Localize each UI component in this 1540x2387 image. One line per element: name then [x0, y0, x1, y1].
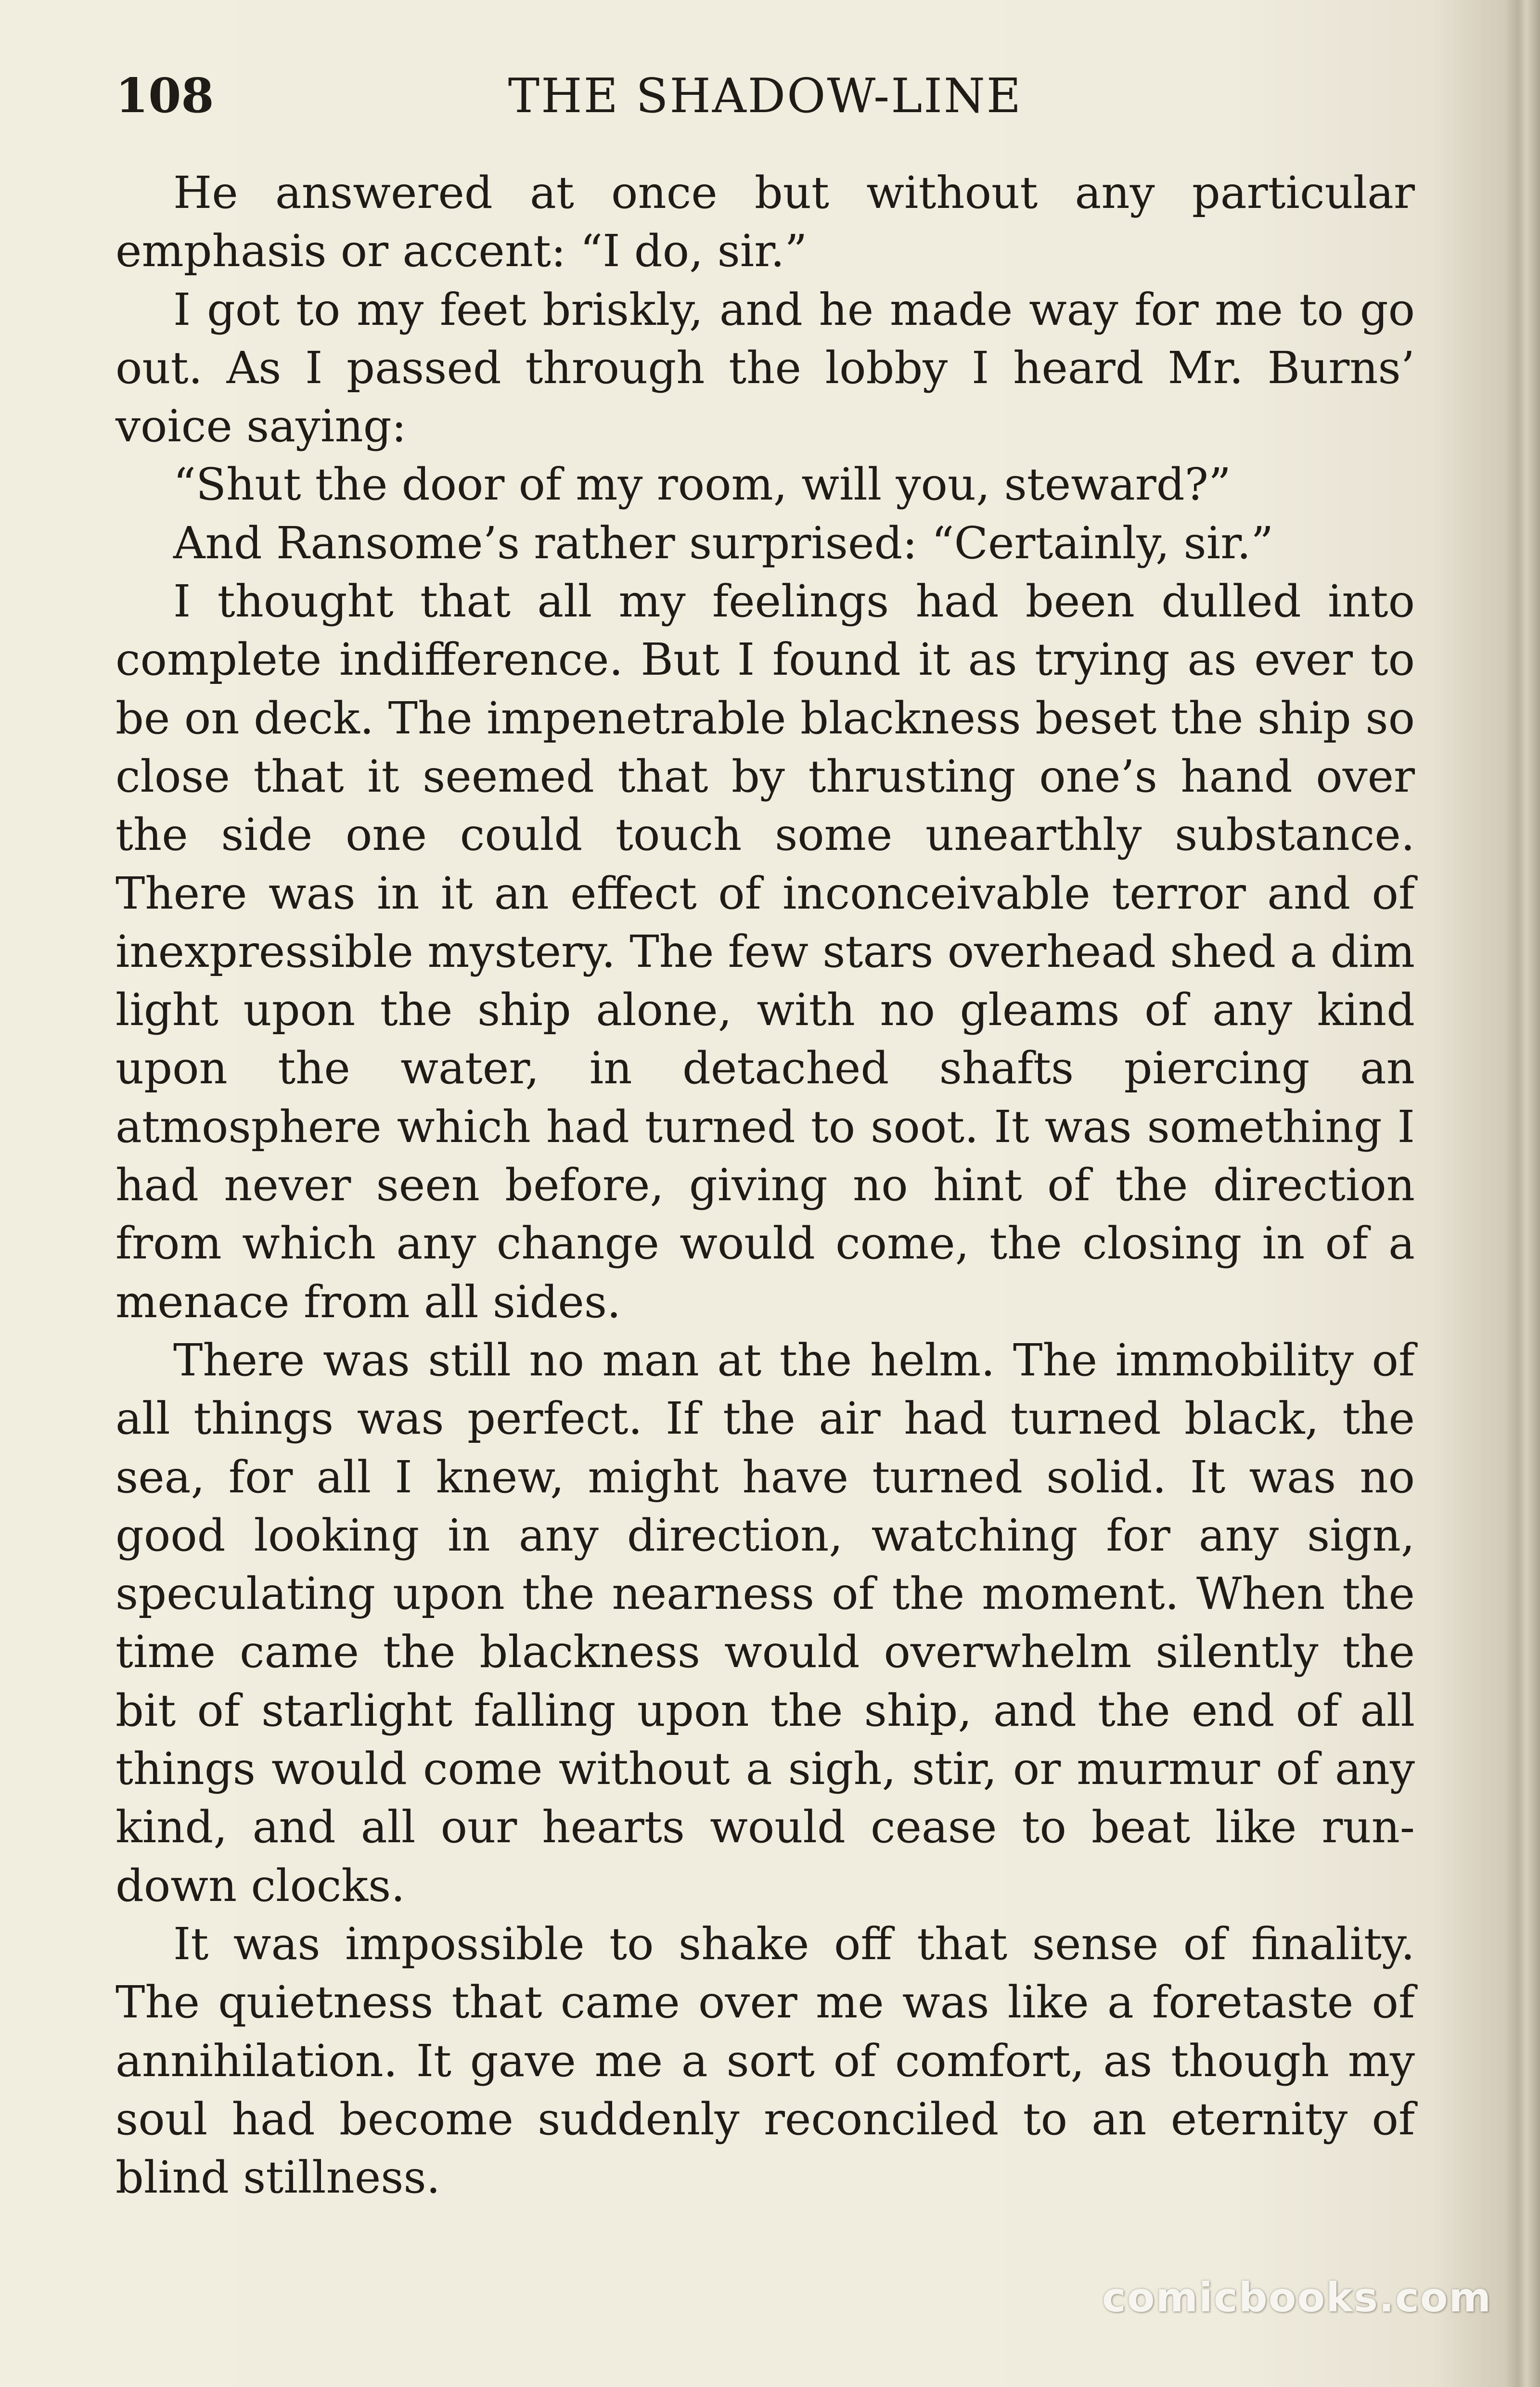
- watermark: comicbooks.com: [1102, 2274, 1492, 2321]
- paragraph: I got to my feet briskly, and he made way for me to go out. As I passed through the lobby I heard Mr. Burns’ voice saying:: [116, 283, 1415, 452]
- paragraph: There was still no man at the helm. The immobility of all things was perfect. If the air had turned black, the sea, for all I knew, might have turned solid. It was no good looking in any direction, watching for any sign, speculating upon the nearness of the moment. When the time came the blackness would overwhelm silently the bit of starlight falling upon the ship, and the end of all things would come without a sigh, stir, or murmur of any kind, and all our hearts would cease to beat like run-down clocks.: [116, 1334, 1415, 1912]
- page-number: 108: [116, 68, 214, 124]
- running-title: THE SHADOW-LINE: [508, 69, 1023, 124]
- page-gutter: [1506, 0, 1540, 2387]
- paragraph: He answered at once but without any particular emphasis or accent: “I do, sir.”: [116, 167, 1415, 277]
- page-header: [116, 63, 1415, 130]
- paragraph: And Ransome’s rather surprised: “Certainly, sir.”: [173, 517, 1274, 569]
- paragraph: “Shut the door of my room, will you, steward?”: [173, 459, 1232, 511]
- body-text: [116, 164, 1415, 2207]
- paragraph: I thought that all my feelings had been dulled into complete indifference. But I found it as trying as ever to be on deck. The impenetrable blackness beset the ship so close that it seemed that by thrusting one’s hand over the side one could touch some unearthly substance. There was in it an effect of inconceivable terror and of inexpressible mystery. The few stars overhead shed a dim light upon the ship alone, with no gleams of any kind upon the water, in detached shafts piercing an atmosphere which had turned to soot. It was something I had never seen before, giving no hint of the direction from which any change would come, the closing in of a menace from all sides.: [116, 576, 1415, 1328]
- paragraph: It was impossible to shake off that sense of finality. The quietness that came over me was like a foretaste of annihilation. It gave me a sort of comfort, as though my soul had become suddenly reconciled to an eternity of blind stillness.: [116, 1918, 1415, 2204]
